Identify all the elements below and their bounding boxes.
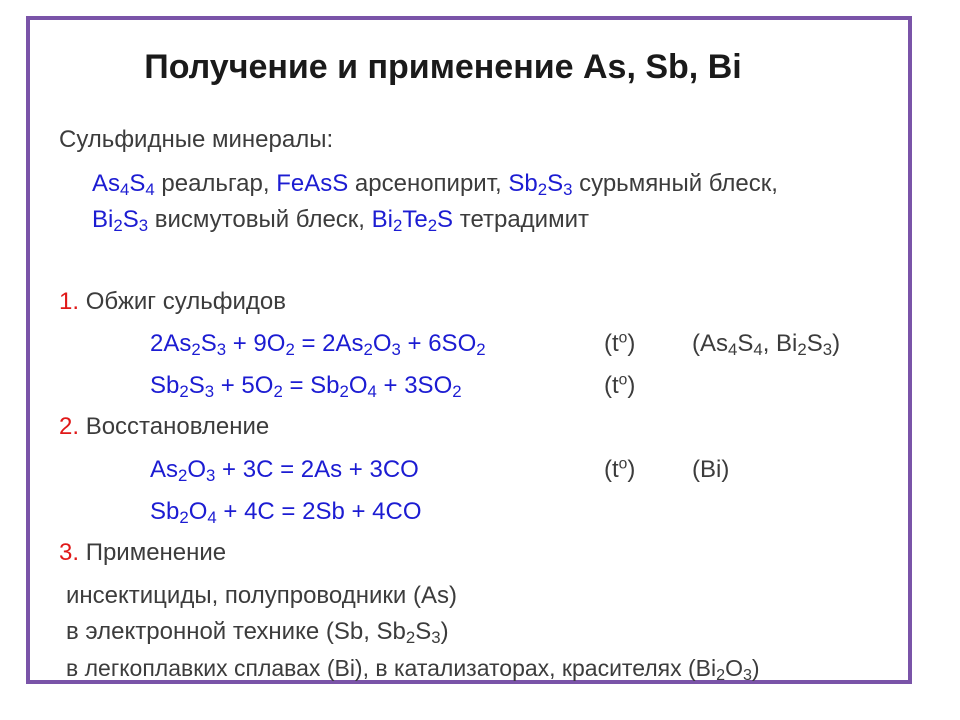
superscript: o [618, 455, 628, 473]
text-run: O [725, 655, 743, 681]
subscript: 2 [452, 382, 462, 402]
text-run: + 6SO [400, 330, 477, 357]
step-1-number: 1. [59, 288, 80, 315]
text-run: FeAsS [276, 170, 349, 197]
step-2-equation-2 [150, 496, 422, 528]
step-1-equation-1 [150, 328, 486, 360]
text-run: арсенопирит, [348, 170, 509, 197]
superscript: o [618, 329, 628, 347]
text-run: S [188, 372, 205, 399]
subscript: 2 [427, 216, 438, 236]
text-run: (t [604, 372, 619, 399]
application-line-3 [66, 652, 760, 684]
subscript: 3 [822, 340, 833, 360]
text-run: реальгар, [154, 170, 277, 197]
text-run: S [437, 206, 454, 233]
text-run: + 9O [226, 330, 286, 357]
step-1-condition-2 [604, 370, 635, 402]
text-run: S [737, 330, 754, 357]
text-run: S [415, 618, 432, 645]
text-run: = Sb [282, 372, 340, 399]
step-1-equation-2 [150, 370, 462, 402]
text-run: ) [440, 618, 449, 645]
subscript: 4 [145, 180, 155, 200]
subscript: 3 [391, 340, 401, 360]
subscript: 2 [797, 340, 807, 360]
text-run: , Bi [762, 330, 798, 357]
subscript: 2 [191, 340, 201, 360]
step-2-heading [59, 411, 269, 443]
subscript: 4 [367, 382, 377, 402]
text-run: инсектициды, полупроводники (As) [66, 582, 457, 609]
text-run: Te [402, 206, 428, 233]
subscript: 2 [273, 382, 283, 402]
text-run: + 3SO [376, 372, 453, 399]
subscript: 3 [138, 216, 149, 236]
step-2-equation-1 [150, 454, 419, 486]
superscript: o [618, 371, 628, 389]
text-run: S [547, 170, 564, 197]
text-run: сурьмяный блеск, [572, 170, 778, 197]
application-line-2 [66, 616, 449, 648]
subscript: 2 [113, 216, 123, 236]
subscript: 3 [216, 340, 227, 360]
text-run: Sb [508, 170, 538, 197]
subscript: 4 [753, 340, 763, 360]
text-run: ) [627, 456, 636, 483]
subscript: 2 [537, 180, 548, 200]
text-run: S [129, 170, 146, 197]
text-run: + 3C = 2As + 3CO [215, 456, 419, 483]
text-run: в легкоплавких сплавах (Bi), в катализаторах, красителях (Bi [66, 655, 717, 681]
text-run: O [372, 330, 392, 357]
text-run: (Bi) [692, 456, 730, 483]
text-run: Bi [371, 206, 393, 233]
text-run: (As [692, 330, 728, 357]
minerals-line-2 [92, 204, 589, 236]
application-line-1 [66, 580, 457, 612]
subscript: 2 [716, 666, 726, 685]
step-2-number: 2. [59, 413, 80, 440]
subscript: 2 [179, 382, 189, 402]
text-run: Sb [150, 372, 180, 399]
text-run: O [348, 372, 368, 399]
step-1-condition-1 [604, 328, 635, 360]
step-1-heading [59, 286, 286, 318]
subscript: 2 [392, 216, 403, 236]
text-run: висмутовый блеск, [148, 206, 372, 233]
subscript: 3 [742, 666, 752, 685]
subscript: 2 [178, 466, 188, 486]
text-run: Bi [92, 206, 114, 233]
subscript: 3 [206, 466, 216, 486]
text-run: As [92, 170, 121, 197]
subscript: 3 [204, 382, 215, 402]
subscript: 3 [563, 180, 573, 200]
slide-title: Получение и применение As, Sb, Bi [144, 48, 742, 86]
text-run: O [187, 456, 207, 483]
subscript: 2 [285, 340, 295, 360]
step-3-heading [59, 537, 226, 569]
step-3-number: 3. [59, 539, 80, 566]
text-run: (t [604, 456, 619, 483]
minerals-line-1 [92, 168, 778, 200]
subscript: 3 [431, 628, 441, 648]
subscript: 2 [179, 508, 189, 528]
minerals-heading: Сульфидные минералы: [59, 126, 334, 153]
step-1-title: Обжиг сульфидов [85, 288, 286, 315]
text-run: ) [832, 330, 841, 357]
subscript: 2 [339, 382, 349, 402]
text-run: (t [604, 330, 619, 357]
subscript: 2 [405, 628, 416, 648]
text-run: S [200, 330, 217, 357]
text-run: = 2As [294, 330, 364, 357]
step-1-note-1 [692, 328, 840, 360]
step-2-note-1 [692, 454, 729, 486]
subscript: 4 [728, 340, 738, 360]
text-run: S [122, 206, 139, 233]
subscript: 4 [120, 180, 130, 200]
text-run: S [806, 330, 823, 357]
step-2-condition-1 [604, 454, 635, 486]
text-run: O [188, 498, 208, 525]
text-run: 2As [150, 330, 192, 357]
text-run: ) [627, 330, 636, 357]
text-run: в электронной технике (Sb, Sb [66, 618, 406, 645]
step-2-title: Восстановление [85, 413, 270, 440]
text-run: + 4C = 2Sb + 4CO [216, 498, 422, 525]
text-run: ) [751, 655, 760, 681]
text-run: Sb [150, 498, 180, 525]
text-run: As [150, 456, 179, 483]
subscript: 2 [363, 340, 373, 360]
subscript: 4 [207, 508, 217, 528]
text-run: + 5O [214, 372, 274, 399]
text-run: тетрадимит [453, 206, 589, 233]
text-run: ) [627, 372, 636, 399]
subscript: 2 [476, 340, 486, 360]
step-3-title: Применение [85, 539, 227, 566]
